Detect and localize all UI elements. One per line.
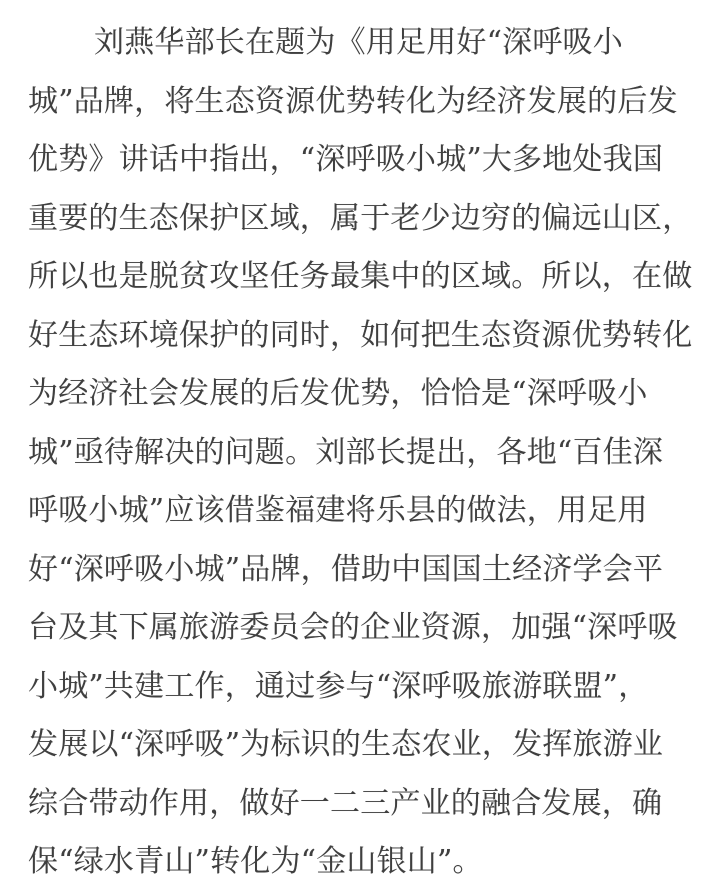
paragraph-line: 保“绿水青山”转化为“金山银山”。	[28, 844, 483, 879]
paragraph-line: 城”品牌，将生态资源优势转化为经济发展的后发	[28, 83, 678, 119]
paragraph-line: 刘燕华部长在题为《用足用好“深呼吸小	[94, 25, 623, 60]
paragraph-line: 所以也是脱贫攻坚任务最集中的区域。所以，在做	[28, 259, 693, 294]
paragraph-line: 为经济社会发展的后发优势，恰恰是“深呼吸小	[28, 376, 648, 411]
paragraph-line: 综合带动作用，做好一二三产业的融合发展，确	[28, 785, 663, 821]
paragraph-line: 小城”共建工作，通过参与“深呼吸旅游联盟”，	[28, 668, 649, 704]
paragraph-line: 发展以“深呼吸”为标识的生态农业，发挥旅游业	[28, 727, 664, 762]
paragraph-line: 好生态环境保护的同时，如何把生态资源优势转化	[28, 317, 693, 353]
paragraph-line: 台及其下属旅游委员会的企业资源，加强“深呼吸	[28, 610, 678, 645]
paragraph-line: 呼吸小城”应该借鉴福建将乐县的做法，用足用	[28, 493, 648, 528]
paragraph-line: 优势》讲话中指出，“深呼吸小城”大多地处我国	[28, 142, 664, 177]
paragraph-line: 重要的生态保护区域，属于老少边穷的偏远山区，	[28, 200, 693, 236]
paragraph-line: 城”亟待解决的问题。刘部长提出，各地“百佳深	[28, 434, 664, 470]
paragraph-line: 好“深呼吸小城”品牌，借助中国国土经济学会平	[28, 551, 664, 587]
